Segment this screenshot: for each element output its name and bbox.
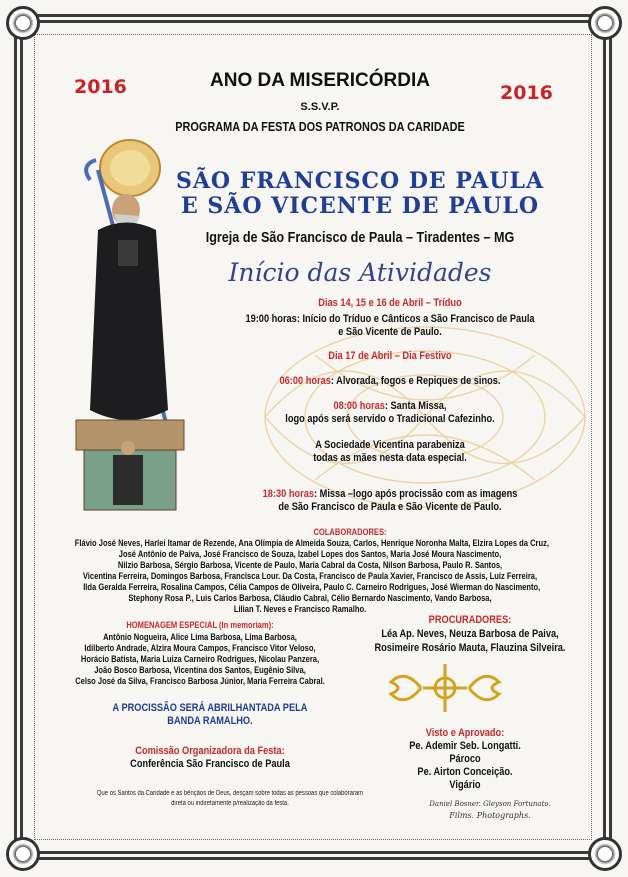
corner-ornament-icon — [588, 6, 622, 40]
procuradores-line-2: Rosimeire Rosário Mauta, Flauzina Silveira. — [374, 642, 566, 654]
list-item: João Bosco Barbosa, Vicentina dos Santos, Eugênio Silva, — [94, 665, 306, 675]
mothers-message-2: todas as mães nesta data especial. — [313, 452, 467, 464]
visto-line-3: Pe. Airton Conceição. — [417, 766, 513, 778]
church-label: Igreja de São Francisco de Paula – Tiradentes – MG — [205, 229, 515, 246]
procuradores-heading: PROCURADORES: — [428, 614, 512, 626]
colaboradores-heading: COLABORADORES: — [313, 527, 387, 537]
list-item: Nilzio Barbosa, Sérgio Barbosa, Vicente de Paulo, Maria Cabral da Costa, Nilson Barbosa, Paulo R. Santos, — [117, 560, 503, 570]
visto-heading: Visto e Aprovado: — [425, 727, 505, 739]
comissao-heading: Comissão Organizadora da Festa: — [135, 745, 285, 757]
cross-ornament-icon — [385, 658, 505, 718]
comissao-text: Conferência São Francisco de Paula — [130, 758, 290, 770]
credit-line-2: Films. Photographs. — [449, 811, 531, 820]
corner-ornament-icon — [588, 837, 622, 871]
day1-heading: Dias 14, 15 e 16 de Abril – Tríduo — [318, 297, 462, 309]
visto-line-4: Vigário — [449, 779, 481, 791]
list-item: Ilda Geralda Ferreira, Rosalina Campos, Célia Campos de Oliveira, Paulo C. Carneiro Rodrigues, José Wierman do Nascimento, — [83, 582, 541, 592]
schedule-item-0600: 06:00 horas: Alvorada, fogos e Repiques de sinos. — [279, 375, 501, 387]
list-item: Lilian T. Neves e Francisco Ramalho. — [233, 604, 367, 614]
day1-line-1: 19:00 horas: Início do Tríduo e Cânticos a São Francisco de Paula — [245, 313, 535, 325]
list-item: Horácio Batista, Maria Luiza Carneiro Rodrigues, Nicolau Panzera, — [80, 654, 320, 664]
saints-line-2: E SÃO VICENTE DE PAULO — [180, 193, 540, 219]
corner-ornament-icon — [6, 6, 40, 40]
mothers-message-1: A Sociedade Vicentina parabeniza — [315, 439, 465, 451]
list-item: Flávio José Neves, Harlei Itamar de Rezende, Ana Olímpia de Almeida Souza, Carlos, Henrique Noronha Malta, Elzira Lopes da Cruz, — [74, 538, 549, 548]
visto-line-1: Pe. Ademir Seb. Longatti. — [409, 740, 521, 752]
saints-line-1: SÃO FRANCISCO DE PAULA — [175, 168, 545, 194]
year-left: 2016 — [74, 76, 127, 98]
schedule-item-1830: 18:30 horas: Missa –logo após procissão com as imagens — [262, 488, 518, 500]
org-label: S.S.V.P. — [300, 101, 340, 113]
procissao-line-1: A PROCISSÃO SERÁ ABRILHANTADA PELA — [112, 702, 308, 714]
day1-line-2: e São Vicente de Paulo. — [338, 326, 442, 338]
blessing-line-1: Que os Santos da Caridade e as bênçãos de Deus, desçam sobre todas as pessoas que colaboraram — [96, 790, 364, 797]
day2-heading: Dia 17 de Abril – Dia Festivo — [328, 350, 452, 362]
page-title: ANO DA MISERICÓRDIA — [210, 70, 430, 91]
blessing-line-2: direta ou indiretamente p/realização da festa. — [171, 800, 289, 807]
list-item: Celso José da Silva, Francisco Barbosa Júnior, Maria Ferreira Cabral. — [75, 676, 325, 686]
corner-ornament-icon — [6, 837, 40, 871]
list-item: Idilberto Andrade, Alzira Moura Campos, Francisco Vitor Veloso, — [84, 643, 316, 653]
list-item: Stephony Rosa P., Luis Carlos Barbosa, Cláudio Cabral, Célio Bernardo Nascimento, Vando Barbosa, — [128, 593, 492, 603]
schedule-item-0800: 08:00 horas: Santa Missa, — [333, 400, 447, 412]
credit-line-1: Daniel Bosner. Gleyson Fortunato. — [429, 800, 551, 808]
homenagem-heading: HOMENAGEM ESPECIAL (In memoriam): — [126, 620, 274, 630]
procuradores-line-1: Léa Ap. Neves, Neuza Barbosa de Paiva, — [381, 628, 559, 640]
program-label: PROGRAMA DA FESTA DOS PATRONOS DA CARIDADE — [175, 119, 465, 134]
list-item: Antônio Nogueira, Alice Lima Barbosa, Lima Barbosa, — [103, 632, 297, 642]
schedule-item-1830-line2: de São Francisco de Paula e São Vicente de Paulo. — [278, 501, 502, 513]
year-right: 2016 — [500, 82, 553, 104]
start-heading: Início das Atividades — [228, 258, 492, 287]
visto-line-2: Pároco — [449, 753, 481, 765]
procissao-line-2: BANDA RAMALHO. — [167, 715, 253, 727]
schedule-item-0800-line2: logo após será servido o Tradicional Cafezinho. — [285, 413, 495, 425]
list-item: Vicentina Ferreira, Domingos Barbosa, Francisca Lour. Da Costa, Francisco de Paula Xavier, Francisco de Assis, Luiz Ferreira, — [82, 571, 538, 581]
list-item: José Antônio de Paiva, José Francisco de Souza, Izabel Lopes dos Santos, Maria José Moura Nascimento, — [118, 549, 502, 559]
